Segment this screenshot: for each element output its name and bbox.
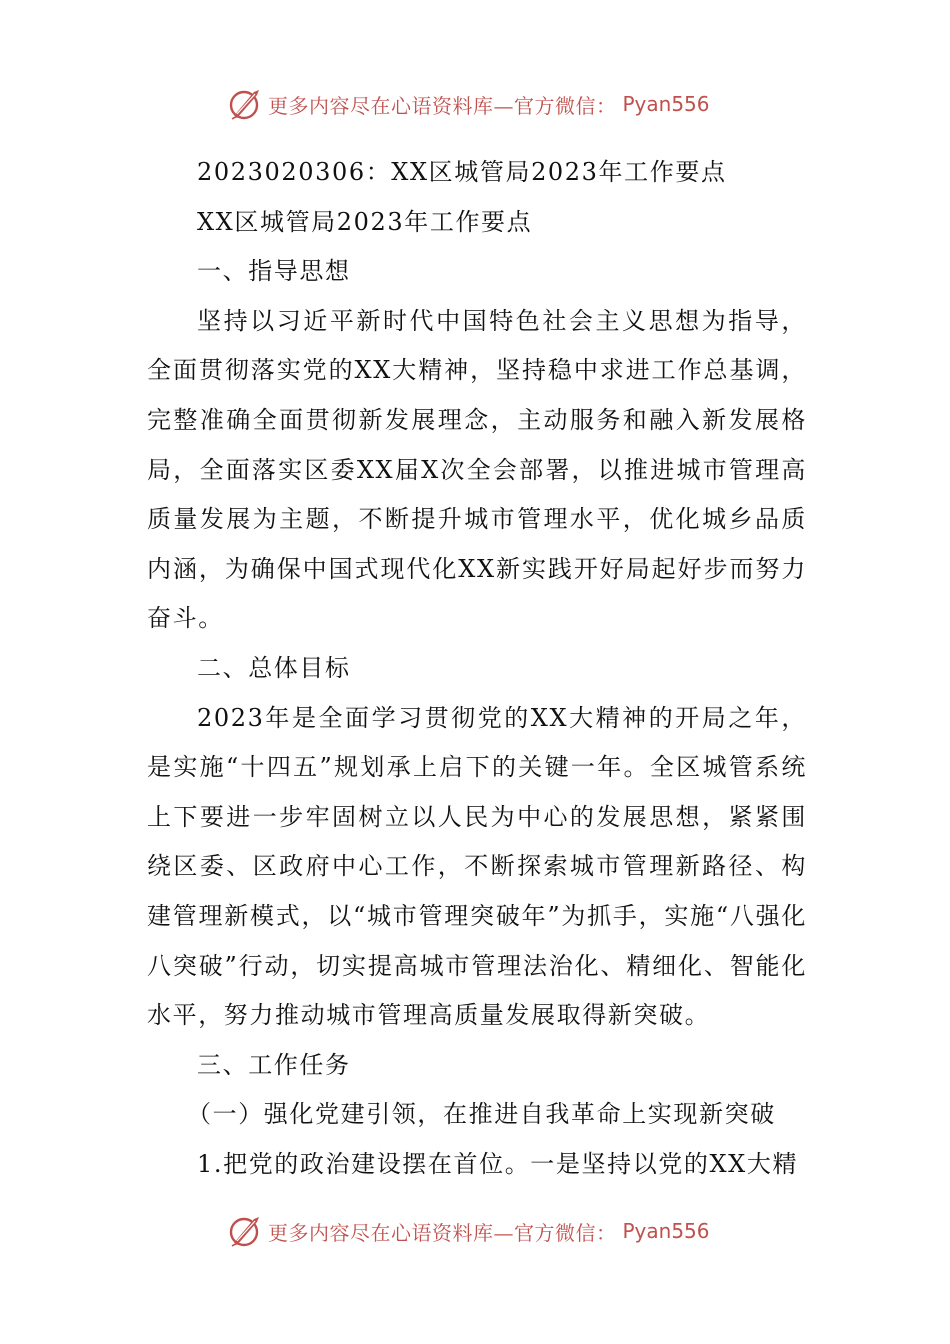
footer-wechat-id: Pyan556 (622, 1219, 710, 1243)
section-heading-overall-goal: 二、总体目标 (197, 653, 351, 682)
header-wechat-label: 官方微信： (514, 93, 617, 118)
document-title: XX区城管局2023年工作要点 (197, 207, 533, 236)
quill-pen-logo-icon (228, 1213, 264, 1249)
task-item-1: 1.把党的政治建设摆在首位。一是坚持以党的XX大精 (197, 1149, 799, 1178)
header-wechat-id: Pyan556 (622, 92, 710, 116)
document-body (147, 148, 807, 1189)
header-banner[interactable] (228, 84, 748, 124)
section-body-guiding-thought: 坚持以习近平新时代中国特色社会主义思想为指导，全面贯彻落实党的XX大精神，坚持稳中求进工作总基调，完整准确全面贯彻新发展理念，主动服务和融入新发展格局，全面落实区委XX届X次全会部署，以推进城市管理高质量发展为主题，不断提升城市管理水平，优化城乡品质内涵，为确保中国式现代化XX新实践开好局起好步而努力奋斗。 (147, 306, 807, 633)
footer-promo-text: 更多内容尽在心语资料库— (268, 1220, 514, 1245)
quill-pen-logo-icon (228, 86, 264, 122)
section-heading-guiding-thought: 一、指导思想 (197, 257, 351, 286)
document-title-line: 2023020306：XX区城管局2023年工作要点 (197, 158, 727, 186)
section-heading-work-tasks: 三、工作任务 (197, 1050, 351, 1079)
footer-banner[interactable] (228, 1211, 748, 1251)
footer-wechat-label: 官方微信： (514, 1220, 617, 1245)
header-promo-text: 更多内容尽在心语资料库— (268, 93, 514, 118)
subsection-heading-party-building: （一）强化党建引领，在推进自我革命上实现新突破 (187, 1100, 776, 1129)
section-body-overall-goal: 2023年是全面学习贯彻党的XX大精神的开局之年，是实施“十四五”规划承上启下的关键一年。全区城管系统上下要进一步牢固树立以人民为中心的发展思想，紧紧围绕区委、区政府中心工作，不断探索城市管理新路径、构建管理新模式，以“城市管理突破年”为抓手，实施“八强化八突破”行动，切实提高城市管理法治化、精细化、智能化水平，努力推动城市管理高质量发展取得新突破。 (147, 703, 807, 1030)
